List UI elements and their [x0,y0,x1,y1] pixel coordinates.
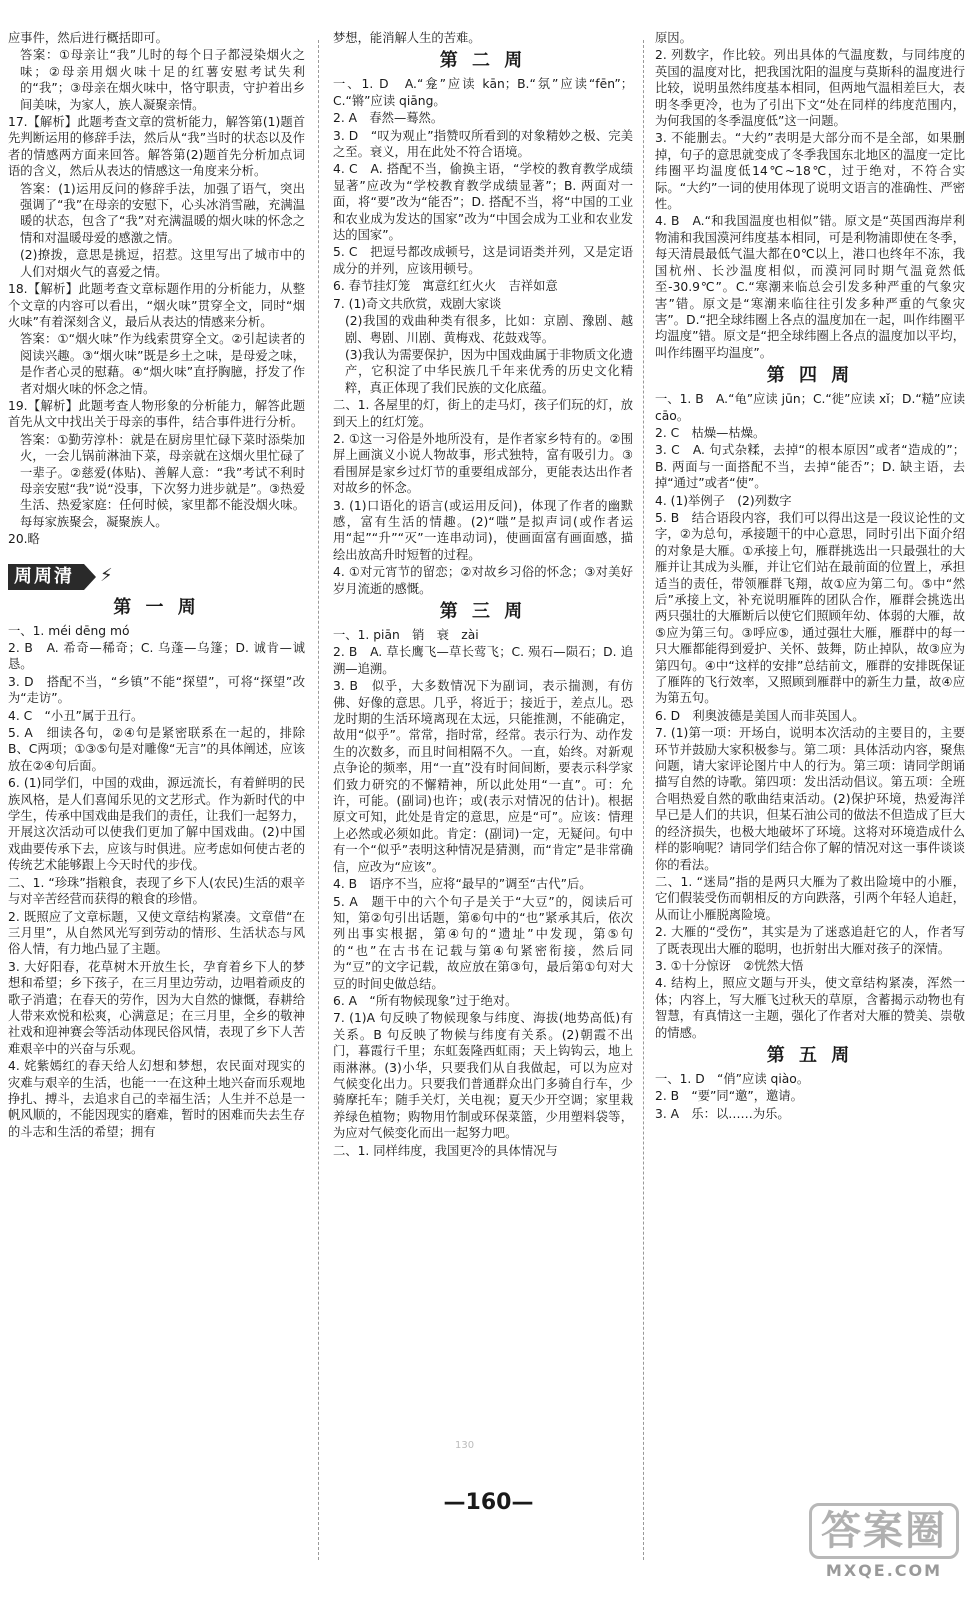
answer-paragraph: 二、1. “珍珠”指粮食，表现了乡下人(农民)生活的艰辛与对辛苦经营而获得的粮食的珍惜。 [8,875,305,907]
section-banner [8,564,305,590]
answer-paragraph: 2. B A. 希奇—稀奇；C. 乌蓬—乌篷；D. 诚肯—诚恳。 [8,641,305,672]
lightning-icon: ⚡ [100,565,113,587]
answer-paragraph: 6. 春节挂灯笼 寓意红红火火 吉祥如意 [333,279,558,294]
answer-paragraph: 4. 姹紫嫣红的春天给人幻想和梦想，农民面对现实的灾难与艰辛的生活，也能一一在这种土地兴奋而乐观地挣扎、搏斗，去追求自己的幸福生活；人生并不总是一帆风顺的，不能因现实的磨难，暂时的困难而失去生存的斗志和生活的希望；拥有 [8,1059,305,1139]
watermark-url: MXQE.COM [825,1561,943,1580]
column-divider-2 [643,40,644,1560]
answer-paragraph: 17.【解析】此题考查文章的赏析能力，解答第(1)题首先判断运用的修辞手法，然后从“我”当时的状态以及作者的情感两方面来回答。解答第(2)题首先分析加点词语的含义，然后从表达的情感这一角度来分析。 [8,115,305,179]
answer-paragraph: 3. B 似乎，大多数情况下为副词，表示揣测，有仿佛、好像的意思。几乎，将近于；接近于，差点儿。恐龙时期的生活环境离现在太远，只能推测，不能确定，故用“似乎”。常常，指时常，经常。表示行为、动作发生的次数多，而且时间相隔不久。一直，始终。对新观点争论的频率，用“一直”没有时间间断，要表示科学家们致力研究的不懈精神，所以此处用“一直”。可：允许，可能。(副词)也许；或(表示对情况的估计)。根据原文可知，此处是肯定的意思，应是“可”。应该：情理上必然或必须如此。肯定：(副词)一定，无疑问。句中有一个“似乎”表明这种情况是猜测，而“肯定”是非常确信，应改为“应该”。 [333,679,633,874]
answer-paragraph: 20.略 [8,532,40,547]
answer-paragraph: 4. B A.“和我国温度也相似”错。原文是“英国西海岸利物浦和我国漠河纬度基本相同，可是利物浦即使在冬季，每天清晨最低气温大都在0℃以上，港口也终年不冻，我国杭州、长沙温度相似，而漠河同时期气温竟然低至-30.9℃”。C.“寒潮来临总会引发多种严重的气象灾害”错。原文是“寒潮来临往往引发多种严重的气象灾害”。D.“把全球纬圈上各点的温度加在一起，叫作纬圈平均温度”错。原文是“把全球纬圈上各点的温度加以平均，叫作纬圈平均温度”。 [655,214,965,360]
answer-paragraph: 原因。 [655,31,692,45]
answer-paragraph: 19.【解析】此题考查人物形象的分析能力，解答此题首先从文中找出关于母亲的事件，结合事件进行分析。 [8,398,305,430]
answer-paragraph: 二、1. “迷局”指的是两只大雁为了救出险境中的小雁，它们假装受伤而朝相反的方向跌落，引两个年轻人追赶，从而让小雁脱离险境。 [655,874,965,922]
answer-paragraph: 2. 大雁的“受伤”，其实是为了迷惑追赶它的人，作者写了既表现出大雁的聪明，也折射出大雁对孩子的深情。 [655,925,965,956]
answer-paragraph: 7. (1)A 句反映了物候现象与纬度、海拔(地势高低)有关系。B 句反映了物候与纬度有关系。(2)朝霞不出门，暮霞行千里；东虹轰隆西虹雨；天上钩钩云，地上雨淋淋。(3)小华，只要我们从自我做起，可以为应对气候变化出力。只要我们普通群众出门多骑自行车，少骑摩托车；随手关灯，关电视；夏天少开空调；家里栽养绿色植物；购物用竹制或环保菜篮，少用塑料袋等，为应对气候变化而出一起努力吧。 [333,1011,633,1141]
answer-paragraph: 4. ①对元宵节的留恋；②对故乡习俗的怀念；③对美好岁月流逝的感慨。 [333,565,633,596]
answer-paragraph: 3. 不能删去。“大约”表明是大部分而不是全部，如果删掉，句子的意思就变成了冬季我国东北地区的温度一定比纬圈平均温度低14℃~18℃，过于绝对，不符合实际。“大约”一词的使用体现了说明文语言的准确性、严密性。 [655,131,965,212]
answer-paragraph: 5. C 把逗号都改成顿号，这是词语类并列，又是定语成分的并列，应该用顿号。 [333,245,633,276]
answer-paragraph: 3. (1)口语化的语言(或运用反问)，体现了作者的幽默感，富有生活的情趣。(2)“嗤”是拟声词(或作者运用“起”“升”“灭”一连串动词)，使画面富有画面感，描绘出放高升时短暂的过程。 [333,498,633,562]
week-heading: 第 四 周 [766,365,854,387]
answer-paragraph: (2)撩拨，意思是挑逗，招惹。这里写出了城市中的人们对烟火气的喜爱之情。 [20,248,305,279]
answer-paragraph: 3. 大好阳春，花草树木开放生长，孕育着乡下人的梦想和希望；乡下孩子，在三月里边劳动，边唱着顽皮的歌子消遣；在春天的劳作，因为大自然的慷慨，春耕给人带来欢悦和松爽，心满意足；在三月里，全乡的敬神社戏和迎神赛会等活动体现民俗风情，表现了乡下人苦难艰辛中的兴奋与乐观。 [8,959,305,1056]
answer-paragraph: 2. 既照应了文章标题，又使文章结构紧凑。文章借“在三月里”，从自然风光写到劳动的情形、生活状态与风俗人情，有力地凸显了主题。 [8,909,305,957]
answer-paragraph: 4. C A. 搭配不当，偷换主语，“学校的教育教学成绩显著”应改为“学校教育教学成绩显著”；B. 两面对一面，将“要”改为“能否”；D. 搭配不当，将“中国的工业和农业成为发达的国家”改为“中国会成为工业和农业发达的国家”。 [333,162,633,243]
answer-paragraph: 3. D 搭配不当，“乡镇”不能“探望”，可将“探望”改为“走访”。 [8,674,305,706]
answer-paragraph: 18.【解析】此题考查文章标题作用的分析能力，从整个文章的内容可以看出，“烟火味”贯穿全文，同时“烟火味”有着深刻含义，最后从表达的情感来分析。 [8,282,305,329]
answer-paragraph: 2. B “要”同“邀”，邀请。 [655,1089,803,1104]
answer-paragraph: 二、1. 同样纬度，我国更冷的具体情况与 [333,1143,558,1158]
answer-paragraph: 7. (1)奇文共欣赏，戏剧大家谈 [333,296,502,311]
section-title: 周周清 [8,564,84,590]
answer-paragraph: 2. ①这一习俗是外地所没有，是作者家乡特有的。②围屏上画演义小说人物故事，形式独特，富有吸引力。③看围屏是家乡过灯节的重要组成部分，更能表达出作者对故乡的怀念。 [333,431,633,496]
answer-paragraph: 6. (1)同学们，中国的戏曲，源远流长，有着鲜明的民族风格，是人们喜闻乐见的文艺形式。作为新时代的中学生，传承中国戏曲是我们的责任，让我们一起努力，开展这次活动可以使我们更加了解中国戏曲。(2)中国戏曲要传承下去，应该与时俱进。应考虑如何使古老的传统艺术能够跟上今天时代的步伐。 [8,776,305,873]
watermark-logo: 答案圈 [809,1503,959,1559]
answer-paragraph: 一、1. méi dēng mó [8,623,130,638]
answer-paragraph: 3. A 乐：以……为乐。 [655,1106,790,1121]
column-1 [8,30,305,1141]
answer-paragraph: 5. A 题干中的六个句子是关于“大豆”的，阅读后可知，第②句引出话题，第⑥句中的“也”紧承其后，依次列出事实根据，第④句的“遗址”中发现，第⑤句的“也”在古书在记载与第④句紧密衔接，然后同为“豆”的文字记载，故应放在第③句，最后第①句对大豆的时间史做总结。 [333,894,633,991]
week-heading: 第 二 周 [439,50,527,72]
week-heading: 第 三 周 [439,601,527,622]
answer-paragraph: 3. ①十分惊讶 ②恍然大悟 [655,958,804,973]
answer-paragraph: 2. 列数字，作比较。列出具体的气温度数，与同纬度的英国的温度对比，把我国沈阳的温度与莫斯科的温度进行比较，说明虽然纬度基本相同，但两地气温相差巨大，表明冬季更冷，也为了引出下文“处在同样的纬度范围内，为何我国的冬季温度低”这一问题。 [655,48,965,129]
answer-paragraph: 2. C 枯燥—枯燥。 [655,425,766,440]
answer-paragraph: 一、1. B A.“龟”应读 jūn；C.“徙”应读 xǐ；D.“糙”应读 cāo。 [655,392,965,423]
answer-paragraph: 4. 结构上，照应文题与开头，使文章结构紧凑，浑然一体；内容上，写大雁飞过秋天的草原，含蓄揭示动物也有智慧，有真情这一主题，强化了作者对大雁的赞美、崇敬的情感。 [655,976,965,1040]
answer-paragraph: 答案：①“烟火味”作为线索贯穿全文。②引起读者的阅读兴趣。③“烟火味”既是乡土之味，是母爱之味，是作者心灵的慰藉。④“烟火味”直抒胸臆，抒发了作者对烟火味的怀念之情。 [20,332,305,396]
answer-paragraph: 应事件，然后进行概括即可。 [8,31,168,45]
watermark [809,1503,959,1580]
answer-paragraph: (3)我认为需要保护，因为中国戏曲属于非物质文化遗产，它积淀了中华民族几千年来优秀的历史文化精粹，真正体现了我们民族的文化底蕴。 [345,347,633,395]
answer-paragraph: 5. A 细读各句，②④句是紧密联系在一起的，排除B、C两项；①③⑤句是对雕像“无言”的具体阐述，应该放在②④句后面。 [8,726,305,773]
answer-paragraph: 答案：(1)运用反问的修辞手法，加强了语气，突出强调了“我”在母亲的安慰下，心头冰消雪融，充满温暖的状态，包含了“我”对充满温暖的烟火味的怀念之情和对温暖母爱的感激之情。 [20,181,305,245]
answer-paragraph: 2. A 春然—蓦然。 [333,111,444,126]
answer-paragraph: 5. B 结合语段内容，我们可以得出这是一段议论性的文字，②为总句，承接题干的中心意思，同时引出下面介绍的对象是大雁。①承接上句，雁群挑选出一只最强壮的大雁并让其成为头雁，并让它们站在最前面的位置上，承担适当的责任，带领雁群飞翔，故①应为第二句。⑤中“然后”承接上文，补充说明雁阵的团队合作，雁群会挑选出两只强壮的大雁断后以使它们照顾年幼、体弱的大雁，故⑤应为第三句。③呼应⑤，通过强壮大雁，雁群中的每一只大雁都能得到爱护、关怀、鼓舞，防止掉队，故③应为第四句。④中“这样的安排”总结前文，雁群的安排既保证了雁阵的飞行效率，又照顾到雁群中的新生力量，故④应为第五句。 [655,510,965,706]
answer-paragraph: 4. B 语序不当，应将“最早的”调至“古代”后。 [333,877,592,892]
answer-paragraph: 4. C “小丑”属于丑行。 [8,708,144,723]
answer-paragraph: 6. D 利奥波德是美国人而非英国人。 [655,708,865,723]
answer-paragraph: 6. A “所有物候现象”过于绝对。 [333,993,518,1008]
page-number: —160— [443,1490,534,1515]
faint-page-mark: 130 [455,1440,475,1451]
answer-paragraph: 2. B A. 草长鹰飞—草长莺飞；C. 殒石—陨石；D. 追溯—追溯。 [333,645,633,676]
answer-paragraph: 7. (1)第一项：开场白，说明本次活动的主要目的，主要环节并鼓励大家积极参与。第二项：具体活动内容，聚焦问题，请大家评论图片中人的行为。第三项：请同学朗诵描写自然的诗歌。第四项：发出活动倡议。第五项：全班合唱热爱自然的歌曲结束活动。(2)保护环境，热爱海洋早已是人们的共识，但某石油公司的做法不但造成了巨大的经济损失，也极大地破坏了环境。这将对环境造成什么样的影响呢？请同学们结合你了解的情况对这一事件谈谈你的看法。 [655,726,965,872]
answer-paragraph: 梦想，能消解人生的苦难。 [333,31,481,45]
answer-paragraph: 3. D “叹为观止”指赞叹所看到的对象精妙之极、完美之至。衰义，用在此处不符合语境。 [333,128,633,160]
column-2 [333,30,633,1160]
week-heading: 第 五 周 [766,1044,854,1066]
column-divider-1 [318,40,319,1560]
answer-paragraph: 答案：①勤劳淳朴：就是在厨房里忙碌下菜时添柴加火，一会儿锅前淋油下菜，母亲就在这烟火里忙碌了一辈子。②慈爱(体贴)、善解人意：“我”考试不利时母亲安慰“我”说“没事，下次努力进步就是”。③热爱生活、热爱家庭：任何时候，家里都不能没烟火味。每每家族聚会，凝聚族人。 [20,432,305,529]
answer-paragraph: 答案：①母亲让“我”儿时的每个日子都浸染烟火之味；②母亲用烟火味十足的红薯安慰考试失利的“我”；③母亲在烟火味中，恪守职责，守护着出乡间美味，为家人，族人凝聚亲情。 [20,48,305,112]
answer-paragraph: 一、1. D “俏”应读 qiào。 [655,1071,810,1086]
column-3 [655,30,965,1123]
answer-paragraph: (2)我国的戏曲种类有很多，比如：京剧、豫剧、越剧、粤剧、川剧、黄梅戏、花鼓戏等。 [345,314,633,345]
answer-paragraph: 4. (1)举例子 (2)列数字 [655,493,792,508]
answer-paragraph: 一、1. D A.“龛”应读 kān；B.“氛”应读“fēn”；C.“锵”应读 qiāng。 [333,77,633,108]
week-heading: 第 一 周 [113,596,200,618]
answer-paragraph: 一、1. piān 销 衰 zài [333,628,479,642]
answer-paragraph: 3. C A. 句式杂糅，去掉“的根本原因”或者“造成的”；B. 两面与一面搭配不当，去掉“能否”；D. 缺主语，去掉“通过”或者“使”。 [655,443,965,491]
banner-arrow-shape [84,564,96,590]
answer-paragraph: 二、1. 各屋里的灯，街上的走马灯，孩子们玩的灯，放到天上的红灯笼。 [333,398,633,429]
